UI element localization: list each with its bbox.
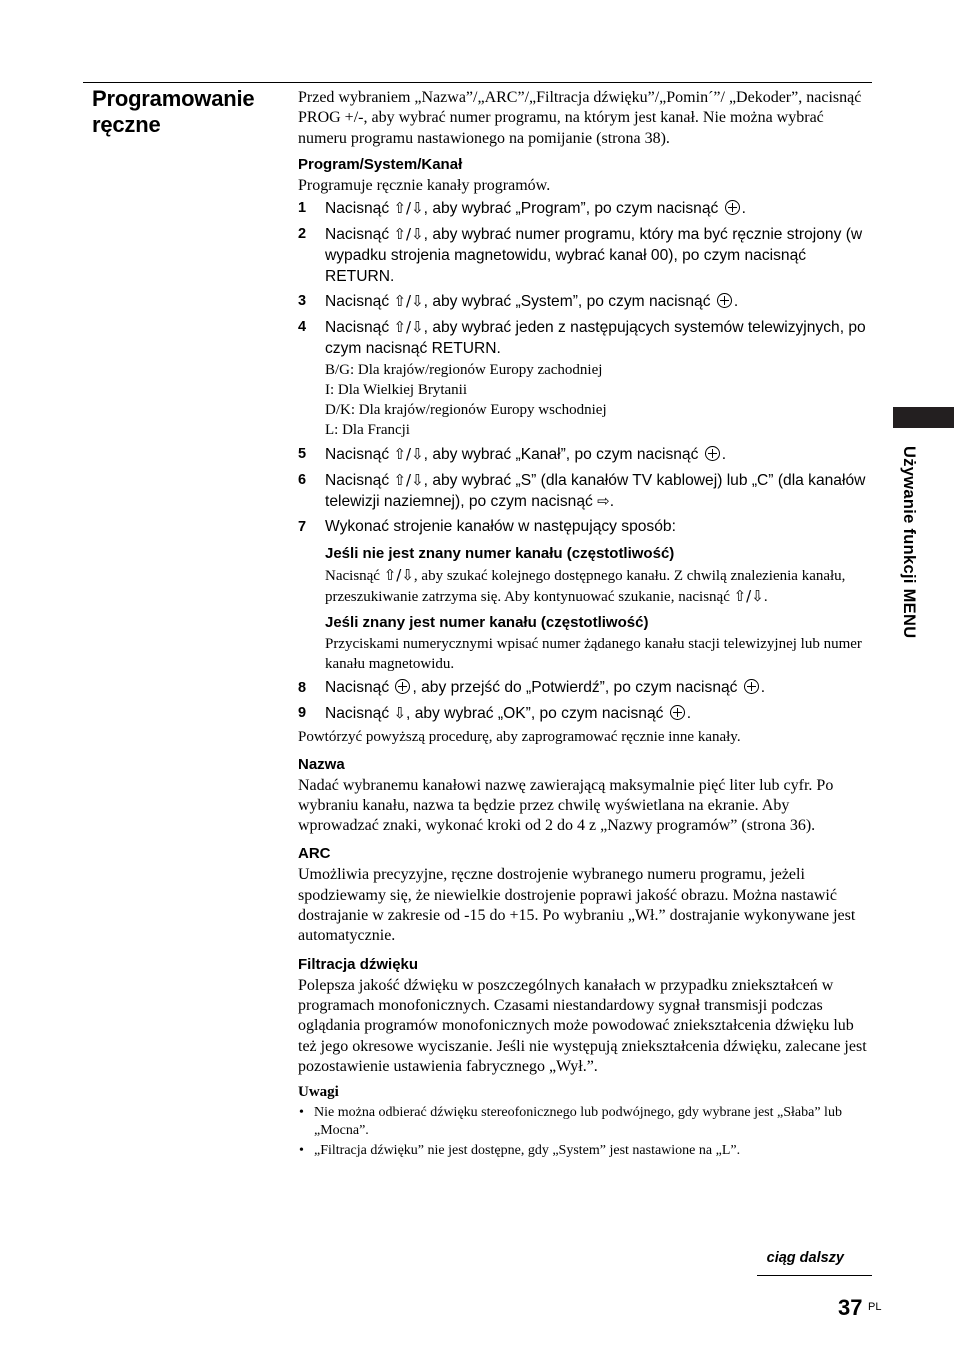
- up-down-arrow-icon: ⇧/⇩: [393, 199, 424, 218]
- step-9: 9 Nacisnąć ⇩, aby wybrać „OK”, po czym nacisnąć .: [298, 703, 692, 722]
- notes-title: Uwagi: [298, 1084, 339, 1101]
- known-channel-text: Przyciskami numerycznymi wpisać numer żądanego kanału stacji telewizyjnej lub numer kanału magnetowidu.: [325, 635, 862, 672]
- top-rule: [83, 82, 872, 83]
- up-down-arrow-icon: ⇧/⇩: [393, 470, 424, 489]
- intro-paragraph: Przed wybraniem „Nazwa”/„ARC”/„Filtracja dźwięku”/„Pominˊ”/ „Dekoder”, nacisnąć PROG +/-, aby wybrać numer programu, na którym jest kanał. Nie można wybrać numeru programu nastawionego na pomijanie (strona 38).: [298, 89, 862, 147]
- up-down-arrow-icon: ⇧/⇩: [393, 318, 424, 337]
- main-content: [298, 88, 872, 1160]
- step-7: 7 Wykonać strojenie kanałów w następujący sposób:: [298, 518, 676, 536]
- continued-label: ciąg dalszy: [766, 1250, 844, 1266]
- system-item: D/K: Dla krajów/regionów Europy wschodniej: [325, 401, 607, 418]
- repeat-note: Powtórzyć powyższą procedurę, aby zaprogramować ręcznie inne kanały.: [298, 728, 741, 745]
- program-heading: Program/System/Kanał: [298, 155, 463, 173]
- system-list: [298, 360, 872, 440]
- arc-heading: ARC: [298, 845, 331, 863]
- up-down-arrow-icon: ⇧/⇩: [733, 586, 764, 605]
- step-1: 1 Nacisnąć ⇧/⇩, aby wybrać „Program”, po czym nacisnąć .: [298, 199, 746, 218]
- enter-button-icon: [395, 679, 410, 694]
- unknown-channel-heading: Jeśli nie jest znany numer kanału (częstotliwość): [325, 544, 675, 562]
- up-down-arrow-icon: ⇧/⇩: [393, 224, 424, 243]
- step-8: 8 Nacisnąć , aby przejść do „Potwierdź”, po czym nacisnąć .: [298, 678, 766, 696]
- section-tab-marker: [893, 407, 954, 428]
- up-down-arrow-icon: ⇧/⇩: [383, 565, 414, 584]
- step-2: 2 Nacisnąć ⇧/⇩, aby wybrać numer programu, który ma być ręcznie strojony (w wypadku strojenia magnetowidu, wybrać kanał 00), po czym nacisnąć RETURN.: [298, 224, 863, 285]
- enter-button-icon: [670, 705, 685, 720]
- enter-button-icon: [705, 446, 720, 461]
- filtracja-text: Polepsza jakość dźwięku w poszczególnych kanałach w przypadku zniekształceń w programach monofonicznych. Czasami niestandardowy sygnał transmisji podczas oglądania programów monofonicznych może powodować zniekształcenia dźwięku lub też jego okresowe wyciszanie. Jeśli nie występują zniekształcenia dźwięku, zalecane jest pozostawienie ustawienia fabrycznego „Wył.”.: [298, 976, 867, 1075]
- bottom-rule: [757, 1275, 872, 1276]
- sidebar-chapter-label: Używanie funkcji MENU: [900, 446, 918, 639]
- up-down-arrow-icon: ⇧/⇩: [393, 444, 424, 463]
- system-item: I: Dla Wielkiej Brytanii: [325, 381, 468, 398]
- nazwa-text: Nadać wybranemu kanałowi nazwę zawierającą maksymalnie pięć liter lub cyfr. Po wybraniu kanału, nazwa ta będzie przez chwilę wyświetlana na ekranie. Aby wprowadzać znaki, wykonać kroki od 2 do 4 z „Nazwy programów” (strona 36).: [298, 776, 834, 835]
- system-item: L: Dla Francji: [325, 421, 410, 438]
- step-4: 4 Nacisnąć ⇧/⇩, aby wybrać jeden z następujących systemów telewizyjnych, po czym nacisnąć RETURN.: [298, 318, 866, 357]
- arc-text: Umożliwia precyzyjne, ręczne dostrojenie wybranego numeru programu, jeżeli spodziewamy się, że niewielkie dostrojenie poprawi jakość obrazu. Można nastawić dostrajanie w zakresie od -15 do +15. Po wybraniu „Wł.” dostrajanie wykonywane jest automatycznie.: [298, 866, 856, 945]
- down-arrow-icon: ⇩: [393, 703, 407, 722]
- unknown-channel-text: Nacisnąć ⇧/⇩, aby szukać kolejnego dostępnego kanału. Z chwilą znalezienia kanału, przeszukiwanie zatrzyma się. Aby kontynuować szukanie, nacisnąć ⇧/⇩.: [325, 565, 846, 605]
- right-arrow-icon: ⇨: [597, 492, 610, 511]
- page-number: 37: [838, 1295, 863, 1320]
- filtracja-heading: Filtracja dźwięku: [298, 955, 419, 973]
- section-title: Programowanie ręczne: [92, 86, 255, 137]
- page-language: PL: [868, 1301, 882, 1313]
- nazwa-heading: Nazwa: [298, 755, 345, 773]
- enter-button-icon: [717, 293, 732, 308]
- up-down-arrow-icon: ⇧/⇩: [393, 292, 424, 311]
- note-item: • Nie można odbierać dźwięku stereofonicznego lub podwójnego, gdy wybrane jest „Słaba” lub „Mocna”.: [299, 1105, 842, 1139]
- enter-button-icon: [744, 679, 759, 694]
- enter-button-icon: [725, 200, 740, 215]
- step-6: 6 Nacisnąć ⇧/⇩, aby wybrać „S” (dla kanałów TV kablowej) lub „C” (dla kanałów telewizji naziemnej), po czym nacisnąć ⇨.: [298, 470, 866, 511]
- system-item: B/G: Dla krajów/regionów Europy zachodniej: [325, 361, 603, 378]
- step-3: 3 Nacisnąć ⇧/⇩, aby wybrać „System”, po czym nacisnąć .: [298, 292, 739, 311]
- known-channel-heading: Jeśli znany jest numer kanału (częstotliwość): [325, 613, 649, 631]
- program-description: Programuje ręcznie kanały programów.: [298, 176, 551, 194]
- note-item: • „Filtracja dźwięku” nie jest dostępne, gdy „System” jest nastawione na „L”.: [299, 1143, 741, 1159]
- step-5: 5 Nacisnąć ⇧/⇩, aby wybrać „Kanał”, po czym nacisnąć .: [298, 444, 727, 463]
